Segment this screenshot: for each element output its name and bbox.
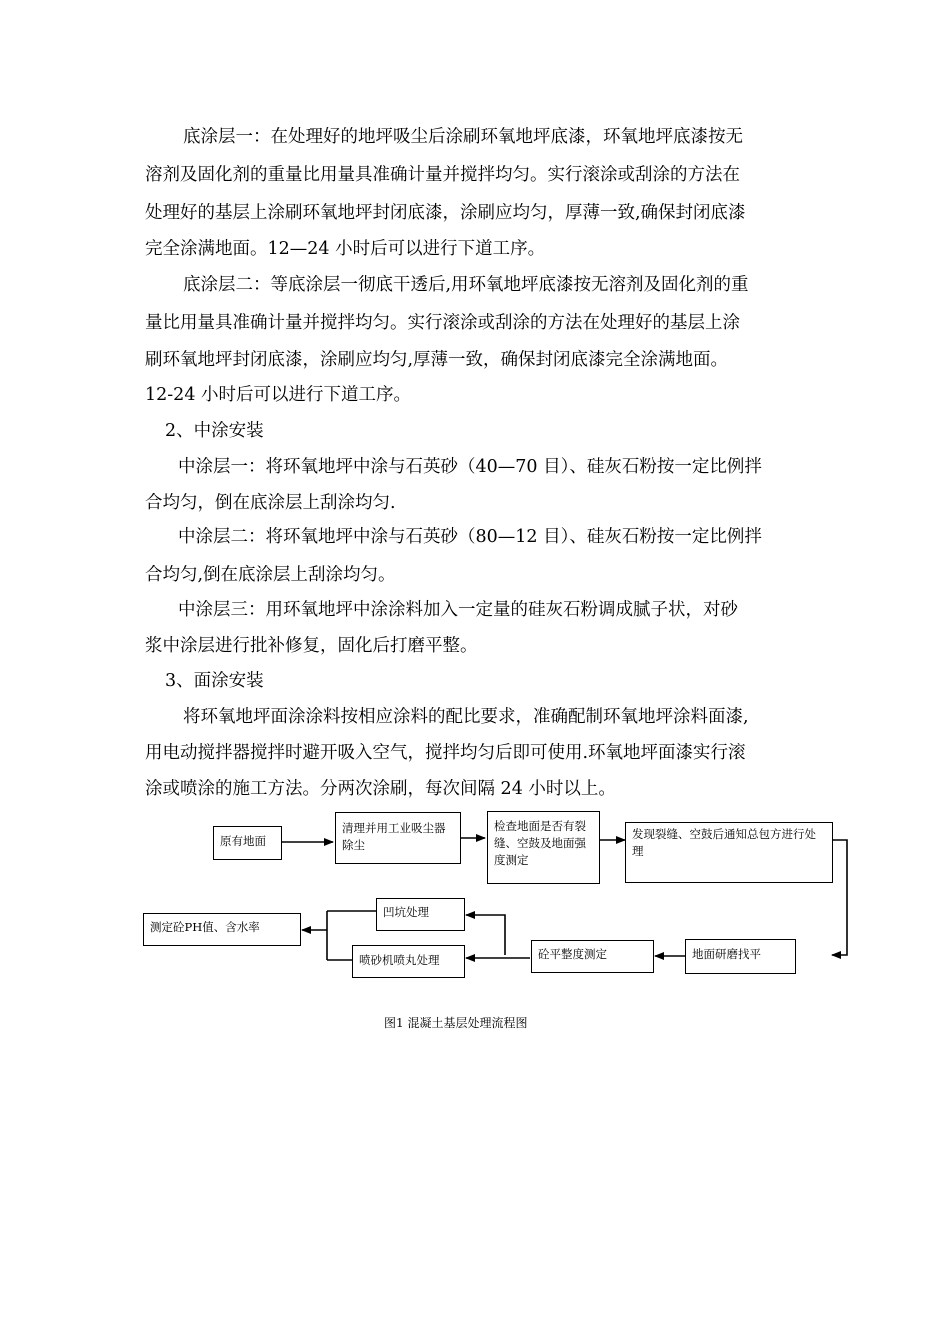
flow-node-shot-blasting: 喷砂机喷丸处理 xyxy=(352,945,465,978)
paragraph-line: 12-24 小时后可以进行下道工序。 xyxy=(145,385,412,405)
paragraph-line: 涂或喷涂的施工方法。分两次涂刷，每次间隔 24 小时以上。 xyxy=(145,779,616,799)
paragraph-line: 合均匀，倒在底涂层上刮涂均匀. xyxy=(145,493,396,513)
paragraph-line: 中涂层一：将环氧地坪中涂与石英砂（40—70 目）、硅灰石粉按一定比例拌 xyxy=(178,457,762,477)
paragraph-line: 溶剂及固化剂的重量比用量具准确计量并搅拌均匀。实行滚涂或刮涂的方法在 xyxy=(145,165,740,185)
paragraph-line: 处理好的基层上涂刷环氧地坪封闭底漆，涂刷应均匀，厚薄一致,确保封闭底漆 xyxy=(145,203,746,223)
paragraph-line: 完全涂满地面。12—24 小时后可以进行下道工序。 xyxy=(145,239,546,259)
section-heading: 3、面涂安装 xyxy=(165,671,264,691)
flow-node-flatness-test: 砼平整度测定 xyxy=(531,940,654,973)
paragraph-line: 量比用量具准确计量并搅拌均匀。实行滚涂或刮涂的方法在处理好的基层上涂 xyxy=(145,313,740,333)
paragraph-line: 合均匀,倒在底涂层上刮涂均匀。 xyxy=(145,565,396,585)
paragraph-line: 底涂层一：在处理好的地坪吸尘后涂刷环氧地坪底漆，环氧地坪底漆按无 xyxy=(183,127,743,147)
figure-caption: 图1 混凝土基层处理流程图 xyxy=(384,1016,528,1030)
section-heading: 2、中涂安装 xyxy=(165,421,264,441)
paragraph-line: 浆中涂层进行批补修复，固化后打磨平整。 xyxy=(145,636,478,656)
flow-node-ph-moisture: 测定砼PH值、含水率 xyxy=(143,913,301,946)
paragraph-line: 中涂层二：将环氧地坪中涂与石英砂（80—12 目）、硅灰石粉按一定比例拌 xyxy=(178,527,762,547)
paragraph-line: 底涂层二：等底涂层一彻底干透后,用环氧地坪底漆按无溶剂及固化剂的重 xyxy=(183,275,749,295)
arrow-n6-n7 xyxy=(466,915,505,955)
flow-node-pit-repair: 凹坑处理 xyxy=(376,898,465,931)
flow-node-clean-dust: 清理并用工业吸尘器除尘 xyxy=(335,812,461,864)
arrow-n4-n5 xyxy=(832,840,847,955)
flow-node-inspect-floor: 检查地面是否有裂缝、空鼓及地面强度测定 xyxy=(487,811,600,884)
paragraph-line: 将环氧地坪面涂涂料按相应涂料的配比要求，准确配制环氧地坪涂料面漆, xyxy=(183,707,749,727)
flow-node-grinding: 地面研磨找平 xyxy=(685,939,796,974)
paragraph-line: 中涂层三：用环氧地坪中涂涂料加入一定量的硅灰石粉调成腻子状，对砂 xyxy=(178,600,738,620)
flow-node-notify-contractor: 发现裂缝、空鼓后通知总包方进行处理 xyxy=(625,822,833,883)
paragraph-line: 刷环氧地坪封闭底漆，涂刷应均匀,厚薄一致，确保封闭底漆完全涂满地面。 xyxy=(145,350,729,370)
flow-node-original-floor: 原有地面 xyxy=(213,826,282,860)
paragraph-line: 用电动搅拌器搅拌时避开吸入空气，搅拌均匀后即可使用.环氧地坪面漆实行滚 xyxy=(145,743,746,763)
